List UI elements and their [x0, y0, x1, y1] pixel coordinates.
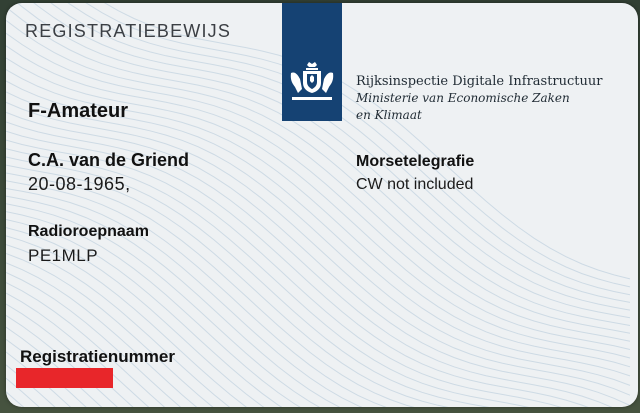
- license-class: F-Amateur: [28, 100, 129, 122]
- issuer-ministry: Ministerie van Economische Zaken: [356, 91, 570, 105]
- morse-value: CW not included: [356, 176, 474, 193]
- morse-label: Morsetelegrafie: [356, 153, 475, 170]
- callsign-value: PE1MLP: [28, 246, 99, 265]
- coat-of-arms-icon: [288, 61, 336, 105]
- registration-card: [6, 3, 638, 407]
- holder-name: C.A. van de Griend: [28, 150, 190, 170]
- registration-label: Registratienummer: [20, 347, 175, 366]
- redaction-block: [16, 368, 113, 388]
- issuer-agency: Rijksinspectie Digitale Infrastructuur: [356, 74, 603, 89]
- issuer-block: [356, 73, 602, 124]
- card-title: REGISTRATIEBEWIJS: [25, 21, 232, 41]
- rijksoverheid-logo-bar: [282, 3, 342, 121]
- issuer-ministry-cont: en Klimaat: [356, 108, 422, 122]
- callsign-label: Radioroepnaam: [28, 223, 149, 240]
- birth-date: 20-08-1965,: [28, 174, 131, 194]
